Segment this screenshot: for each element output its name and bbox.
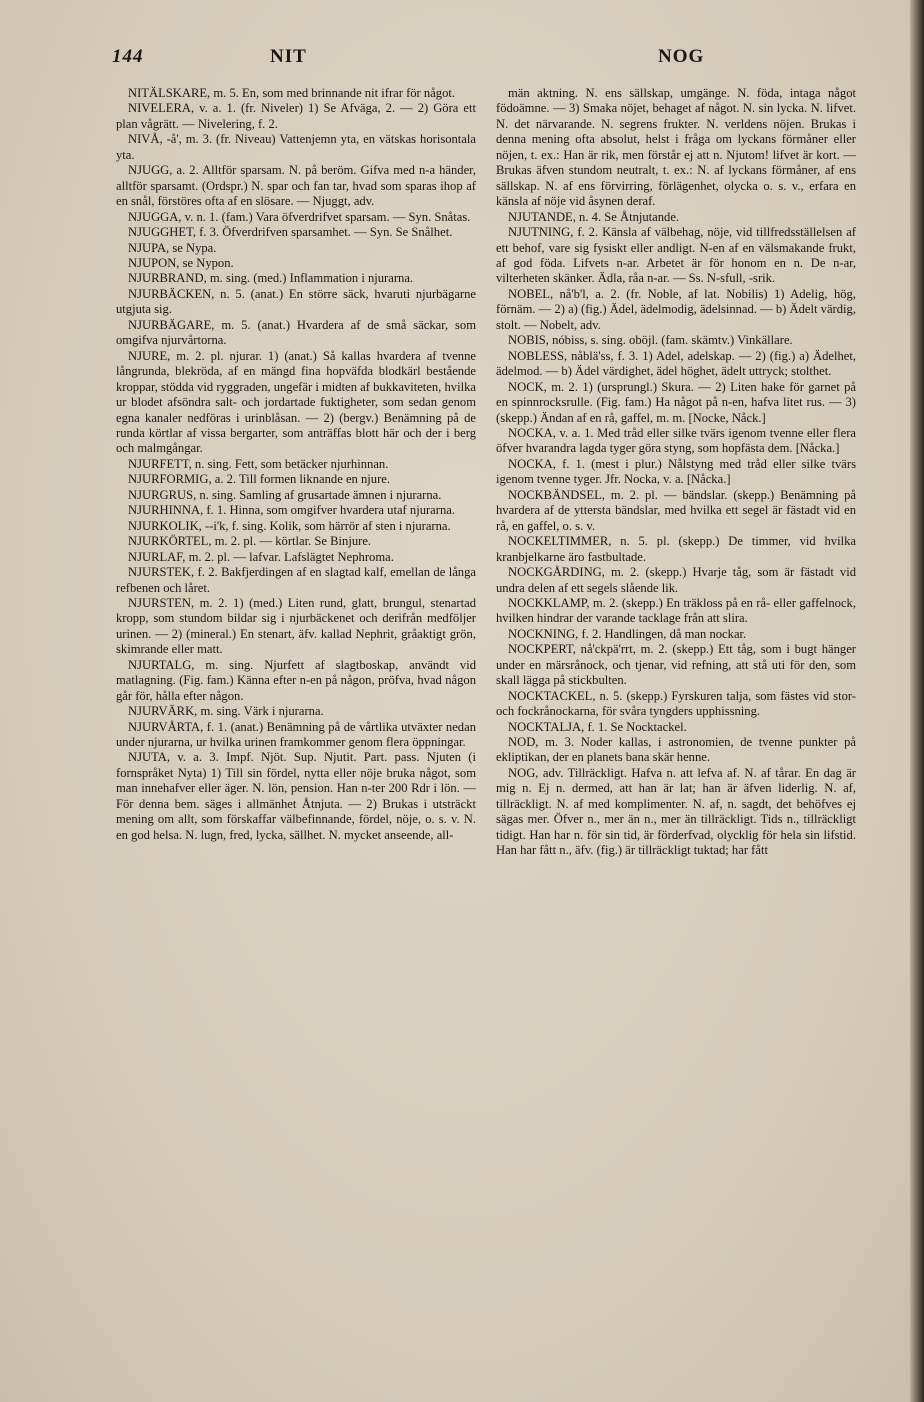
left-column — [116, 86, 476, 1346]
dictionary-entry: NOG, adv. Tillräckligt. Hafva n. att lefva af. N. af tårar. En dag är mig n. Ej n. dermed, att han är lat; han är äfven liderlig. N. af, tillräckligt. N. af med komplimenter. N. af, n. sagdt, det behöfves ej sägas mer. Öfver n., mer än n., mer än tillräckligt. Tids n., tillräckligt tidigt. Han har n. för sin tid, är förderfvad, olycklig för hela sin lifstid. Han har fått n., äfv. (fig.) är tillräckligt tuktad; har fått — [496, 765, 856, 858]
header-right-guide-word: NOG — [658, 46, 705, 67]
dictionary-entry: NJURGRUS, n. sing. Samling af grusartade ämnen i njurarna. — [128, 487, 442, 502]
dictionary-entry: NJURKÖRTEL, m. 2. pl. — körtlar. Se Binjure. — [128, 534, 372, 549]
dictionary-entry: NJURTALG, m. sing. Njurfett af slagtboskap, användt vid matlagning. (Fig. fam.) Känna efter n-en på någon, pröfva, hvad någon går för, hålla efter någon. — [116, 657, 476, 703]
dictionary-entry: NJURVÄRK, m. sing. Värk i njurarna. — [128, 704, 324, 719]
dictionary-entry: NJURBÄGARE, m. 5. (anat.) Hvardera af de små säckar, som omgifva njurvårtorna. — [116, 317, 476, 348]
dictionary-entry: NJUGGA, v. n. 1. (fam.) Vara öfverdrifvet sparsam. — Syn. Snåtas. — [128, 209, 471, 224]
dictionary-entry: NITÄLSKARE, m. 5. En, som med brinnande nit ifrar för något. — [128, 86, 456, 100]
dictionary-entry: NOCKA, v. a. 1. Med tråd eller silke tvärs igenom tvenne eller flera öfver hvarandra lagda tyger göra styng, som hopfästa dem. [Nåcka.] — [496, 425, 856, 456]
dictionary-entry: NOCKPERT, nå'ckpä'rrt, m. 2. (skepp.) Ett tåg, som i bugt hänger under en märsrånock, och tjenar, vid refning, att stå uti för den, som skall lägga på stickbulten. — [496, 642, 856, 688]
dictionary-entry: NJURHINNA, f. 1. Hinna, som omgifver hvardera utaf njurarna. — [128, 503, 456, 518]
dictionary-entry: NJUTANDE, n. 4. Se Åtnjutande. — [508, 209, 680, 224]
dictionary-entry: NJUPON, se Nypon. — [128, 255, 234, 270]
dictionary-entry: NJUTNING, f. 2. Känsla af välbehag, nöje, vid tillfredsställelsen af ett behof, vare sig fysiskt eller andligt. N-en af en välsmakande frukt, af god föda. Lifvets n-ar. Arbetet är för honom en n. De n-ar, vilterheten skänker. Ädla, råa n-ar. — Ss. N-sfull, -srik. — [496, 225, 856, 286]
dictionary-entry: NIVÅ, -å', m. 3. (fr. Niveau) Vattenjemn yta, en vätskas horisontala yta. — [116, 132, 476, 162]
dictionary-entry: NOBIS, nóbiss, s. sing. oböjl. (fam. skämtv.) Vinkällare. — [508, 333, 793, 348]
right-column — [496, 86, 856, 1346]
dictionary-entry: NOCKKLAMP, m. 2. (skepp.) En träkloss på en rå- eller gaffelnock, hvilken hindrar der varande tacklage från att slira. — [496, 595, 856, 626]
dictionary-entry: NOCKA, f. 1. (mest i plur.) Nålstyng med tråd eller silke tvärs igenom tvenne tyger. Jfr. Nocka, v. a. [Nåcka.] — [496, 456, 856, 487]
dictionary-entry: NOCKELTIMMER, n. 5. pl. (skepp.) De timmer, vid hvilka kranbjelkarne äro fastbultade. — [496, 534, 856, 564]
header-left-guide-word: NIT — [270, 46, 307, 67]
dictionary-entry: NJURBÄCKEN, n. 5. (anat.) En större säck, hvaruti njurbägarne utgjuta sig. — [116, 286, 476, 317]
dictionary-entry: NJURBRAND, m. sing. (med.) Inflammation i njurarna. — [128, 271, 414, 286]
dictionary-entry: NJUTA, v. a. 3. Impf. Njöt. Sup. Njutit. Part. pass. Njuten (i fornspråket Nyta) 1) Till sin fördel, nytta eller nöje bruka något, som man innehafver eller äger. N. lön, pension. Han n-ter 200 Rdr i lön. — För denna bem. säges i allmänhet Åtnjuta. — 2) Brukas i utsträckt mening om allt, som förskaffar välbefinnande, fördel, nöje, o. s. v. N. en god helsa. N. lugn, fred, lycka, sällhet. N. mycket anseende, all- — [116, 750, 476, 842]
dictionary-entry: NJURKOLIK, --i'k, f. sing. Kolik, som härrör af sten i njurarna. — [128, 518, 451, 533]
dictionary-entry: NJURFETT, n. sing. Fett, som betäcker njurhinnan. — [128, 456, 389, 471]
dictionary-entry: NJURLAF, m. 2. pl. — lafvar. Lafslägtet Nephroma. — [128, 549, 394, 564]
dictionary-entry: NOCKGÅRDING, m. 2. (skepp.) Hvarje tåg, som är fästadt vid undra delen af ett segels slående lik. — [496, 565, 856, 595]
dictionary-entry: NOBEL, nå'b'l, a. 2. (fr. Noble, af lat. Nobilis) 1) Adelig, hög, förnäm. — 2) a) (fig.) Ädel, ädelmodig, ädelsinnad. — b) Ädelt värdig, stolt. — Nobelt, adv. — [496, 286, 856, 332]
page-number: 144 — [112, 46, 144, 67]
dictionary-entry: NIVELERA, v. a. 1. (fr. Niveler) 1) Se Afväga, 2. — 2) Göra ett plan vågrätt. — Nivelering, f. 2. — [116, 101, 476, 131]
dictionary-entry: NOCKNING, f. 2. Handlingen, då man nockar. — [508, 626, 747, 641]
dictionary-entry: NOCK, m. 2. 1) (ursprungl.) Skura. — 2) Liten hake för garnet på en spinnrocksrulle. (Fig. fam.) Ha något på n-en, hafva litet rus. — 3) (skepp.) Ändan af en rå, gaffel, m. m. [Nocke, Nåck.] — [496, 379, 856, 425]
dictionary-entry: NJUGGHET, f. 3. Öfverdrifven sparsamhet. — Syn. Se Snålhet. — [128, 225, 453, 240]
dictionary-entry: NJURFORMIG, a. 2. Till formen liknande en njure. — [128, 472, 391, 487]
dictionary-entry: NJURSTEN, m. 2. 1) (med.) Liten rund, glatt, brungul, stenartad kropp, som stundom bildar sig i njurbäckenet och derifrån medföljer urinen. — 2) (mineral.) En stenart, äfv. kallad Nephrit, gråaktigt grön, skimrande eller matt. — [116, 595, 476, 657]
dictionary-entry: NOD, m. 3. Noder kallas, i astronomien, de tvenne punkter på ekliptikan, der en planets bana skär henne. — [496, 735, 856, 765]
dictionary-entry: NJUGG, a. 2. Alltför sparsam. N. på beröm. Gifva med n-a händer, alltför sparsamt. (Ordspr.) N. spar och fan tar, hvad som sparas ihop af en snål, förstöres ofta af en slösare. — Njuggt, adv. — [116, 163, 476, 209]
dictionary-entry: NJURVÅRTA, f. 1. (anat.) Benämning på de vårtlika utväxter nedan under njurarna, ur hvilka urinen framkommer genom flera öppningar. — [116, 719, 476, 750]
page-header — [112, 46, 812, 76]
dictionary-entry: NOCKBÄNDSEL, m. 2. pl. — bändslar. (skepp.) Benämning på hvardera af de yttersta bändslar, med hvilka ett segel är fästadt vid en rå, en gaffel, o. s. v. — [496, 487, 856, 533]
dictionary-entry: NOBLESS, nåblä'ss, f. 3. 1) Adel, adelskap. — 2) (fig.) a) Ädelhet, ädelmod. — b) Ädel värdighet, ädel höghet, ädelt uttryck; stolthet. — [496, 348, 856, 379]
dictionary-entry: NJUPA, se Nypa. — [128, 240, 217, 255]
dictionary-entry: NJURSTEK, f. 2. Bakfjerdingen af en slagtad kalf, emellan de långa refbenen och låret. — [116, 565, 476, 595]
dictionary-entry: NOCKTACKEL, n. 5. (skepp.) Fyrskuren talja, som fästes vid stor- och fockrånockarna, för svåra tyngders upphissning. — [496, 688, 856, 719]
dictionary-entry: NJURE, m. 2. pl. njurar. 1) (anat.) Så kallas hvardera af tvenne långrunda, blekröda, af en mängd fina hopväfda blodkärl bestående kroppar, stödda vid ryggraden, ungefär i midten af bukkaviteten, hvilka ur blodet afsöndra salt- och jordartade fuktigheter, som sedan genom egna kanaler nedföras i urinblåsan. — 2) (bergv.) Benämning på de runda körtlar af vissa bergarter, som anträffas blott här och der i berg och malmgångar. — [116, 348, 476, 456]
dictionary-entry: NOCKTALJA, f. 1. Se Nocktackel. — [508, 719, 687, 734]
dictionary-entry: män aktning. N. ens sällskap, umgänge. N. föda, intaga något födoämne. — 3) Smaka nöjet, behaget af något. N. sin lycka. N. lifvet. N. det närvarande. N. segrens frukter. N. verldens nöjen. Brukas i denna mening ofta absolut, helst i fråga om lyckans förmåner eller nöjen, t. ex.: Han är rik, men förstår ej att n. Njutom! lifvet är kort. — Brukas äfven stundom neutralt, t. ex.: N. af lyckans förmåner, af ens sällskap. N. af ens förvirring, förlägenhet, olycka o. s. v., erfara en känsla af nöje vid åsynen deraf. — [496, 86, 856, 209]
page-edge-shadow — [910, 0, 924, 1402]
